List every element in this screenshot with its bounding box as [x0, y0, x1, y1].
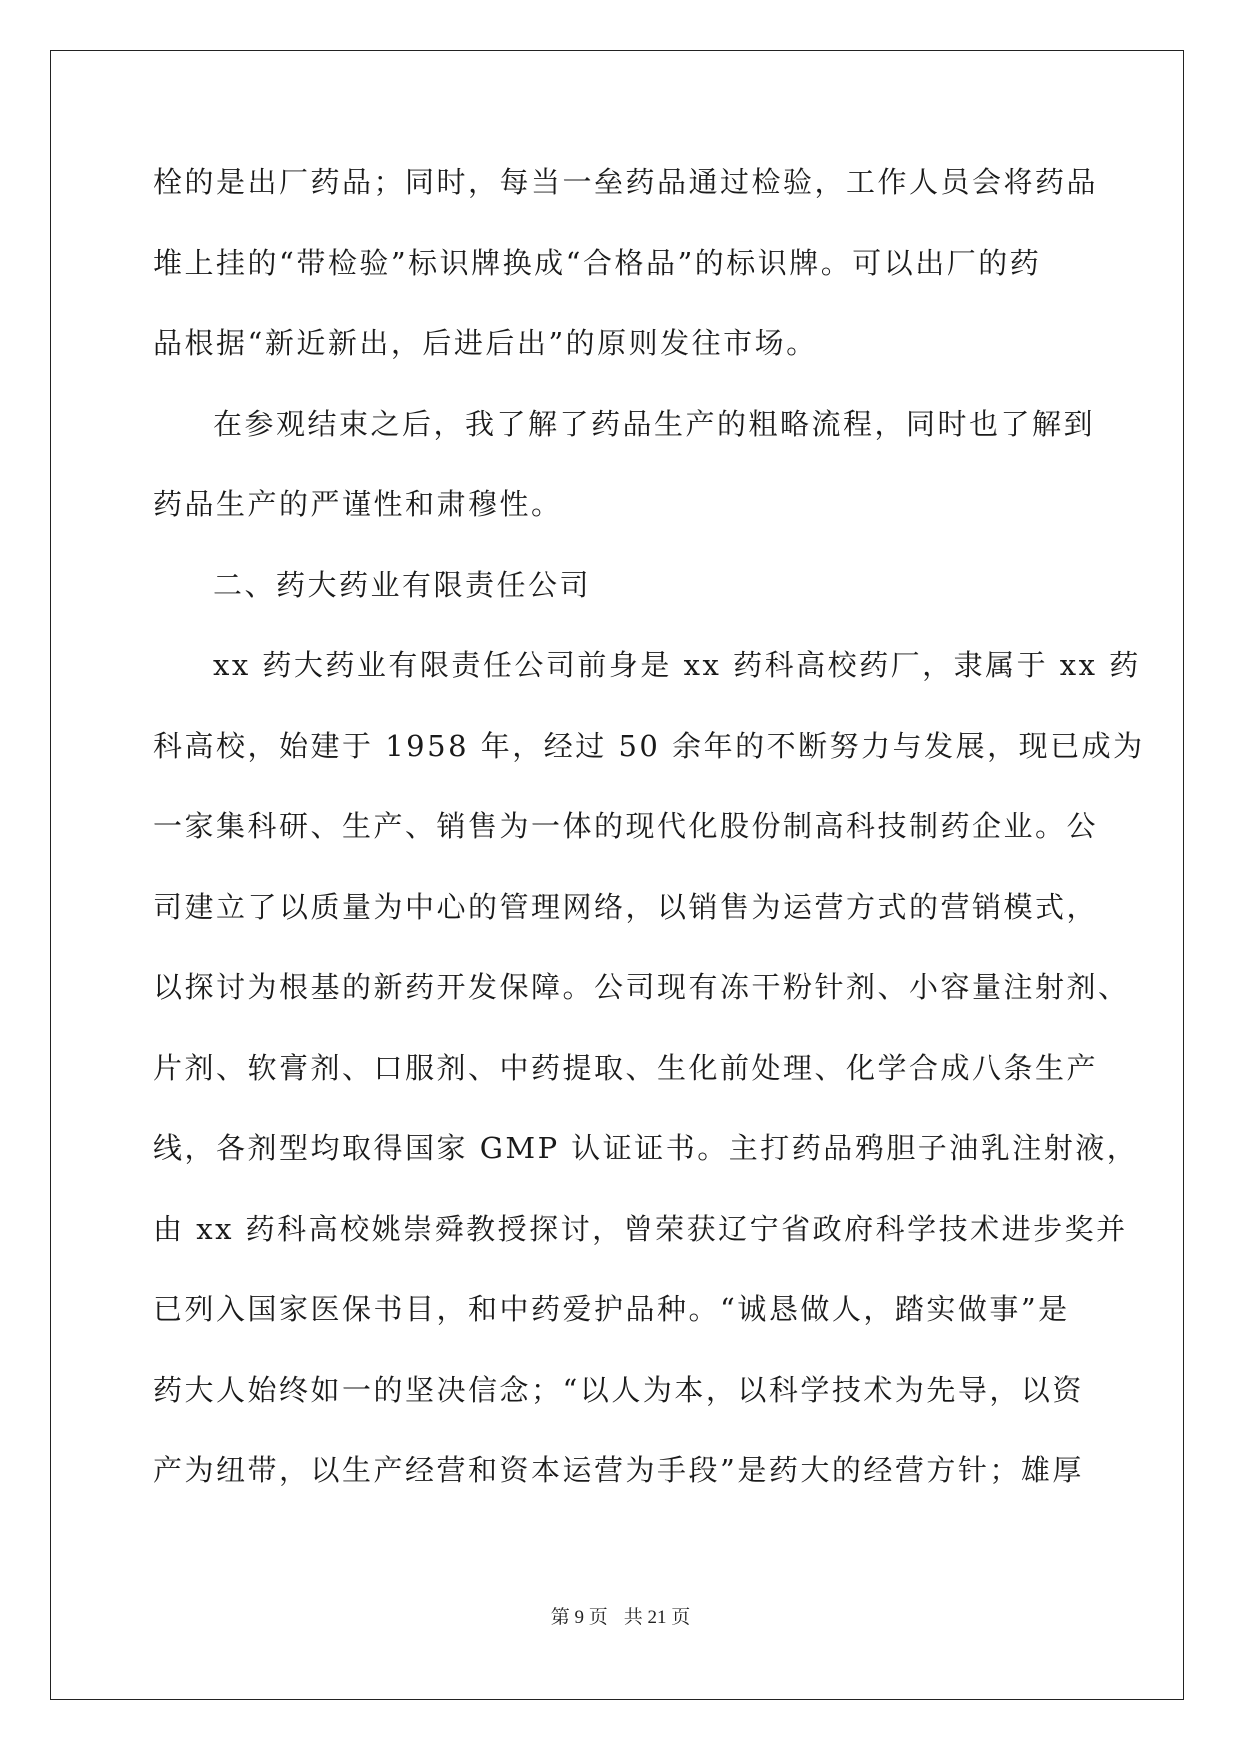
- text-line: 线，各剂型均取得国家 GMP 认证证书。主打药品鸦胆子油乳注射液，: [153, 1131, 1139, 1165]
- paragraph-start-line: xx 药大药业有限责任公司前身是 xx 药科高校药厂，隶属于 xx 药: [213, 648, 1141, 682]
- page-total: 共 21 页: [623, 1607, 691, 1628]
- text-line: 产为纽带，以生产经营和资本运营为手段”是药大的经营方针；雄厚: [153, 1453, 1084, 1487]
- page-footer: [0, 1602, 1241, 1629]
- text-line: 片剂、软膏剂、口服剂、中药提取、生化前处理、化学合成八条生产: [153, 1050, 1099, 1085]
- page-number: 第 9 页: [550, 1607, 608, 1628]
- text-line: 堆上挂的“带检验”标识牌换成“合格品”的标识牌。可以出厂的药: [153, 245, 1042, 280]
- text-line: 栓的是出厂药品；同时，每当一垒药品通过检验，工作人员会将药品: [153, 165, 1099, 199]
- text-line: 药品生产的严谨性和肃穆性。: [153, 487, 563, 521]
- text-line: 司建立了以质量为中心的管理网络，以销售为运营方式的营销模式，: [153, 889, 1099, 924]
- text-line: 以探讨为根基的新药开发保障。公司现有冻干粉针剂、小容量注射剂、: [153, 970, 1130, 1004]
- text-line: 科高校，始建于 1958 年，经过 50 余年的不断努力与发展，现已成为: [153, 728, 1145, 763]
- text-line: 药大人始终如一的坚决信念；“以人为本，以科学技术为先导，以资: [153, 1372, 1084, 1407]
- document-body: [153, 158, 1145, 1527]
- text-line: 品根据“新近新出，后进后出”的原则发往市场。: [153, 326, 818, 360]
- text-line: 一家集科研、生产、销售为一体的现代化股份制高科技制药企业。公: [153, 809, 1099, 843]
- section-heading: 二、药大药业有限责任公司: [213, 567, 592, 602]
- paragraph-start-line: 在参观结束之后，我了解了药品生产的粗略流程，同时也了解到: [213, 406, 1096, 441]
- text-line: 已列入国家医保书目，和中药爱护品种。“诚恳做人，踏实做事”是: [153, 1292, 1070, 1326]
- text-line: 由 xx 药科高校姚崇舜教授探讨，曾荣获辽宁省政府科学技术进步奖并: [153, 1211, 1128, 1246]
